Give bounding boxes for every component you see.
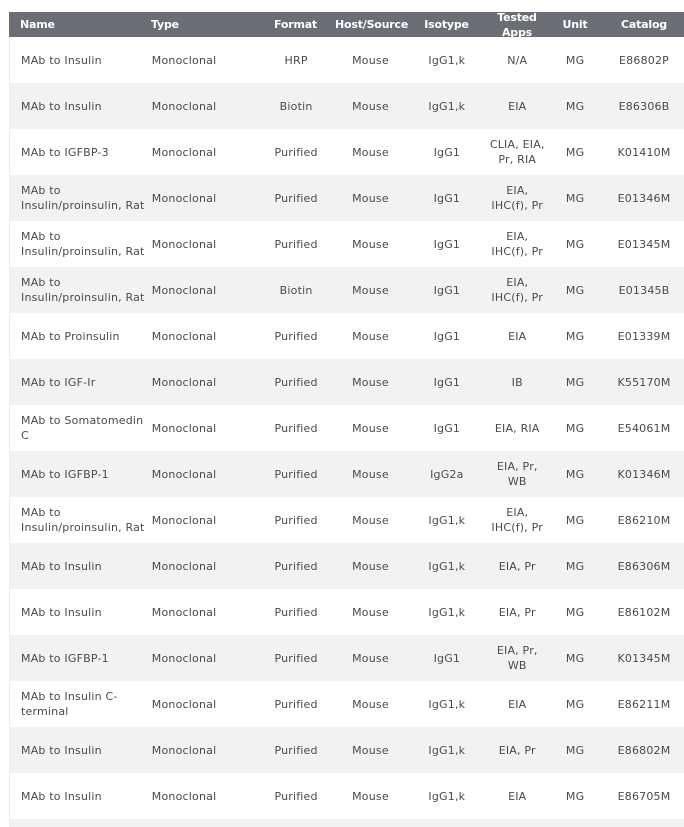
cell-name[interactable]: MAb to Insulin (21, 53, 102, 67)
table-row[interactable] (9, 267, 684, 313)
cell-name[interactable]: MAb to Proinsulin (21, 329, 120, 343)
cell-name[interactable]: MAb to Insulin C-terminal (21, 690, 118, 718)
cell-format: Purified (274, 467, 318, 481)
cell-catalog[interactable]: E01346M (617, 191, 671, 205)
table-row[interactable] (9, 129, 684, 175)
cell-host-source: Mouse (352, 743, 389, 757)
cell-format: Purified (274, 743, 318, 757)
cell-catalog[interactable]: E86802M (617, 743, 671, 757)
cell-host-source: Mouse (352, 53, 389, 67)
table-row[interactable] (9, 589, 684, 635)
cell-host-source: Mouse (352, 375, 389, 389)
cell-tested-apps: EIA, Pr (498, 743, 536, 757)
cell-unit: MG (565, 145, 585, 159)
cell-catalog[interactable]: E54061M (617, 421, 671, 435)
cell-catalog[interactable]: K01345M (617, 651, 671, 665)
cell-isotype: IgG1,k (428, 99, 466, 113)
table-row[interactable] (9, 83, 684, 129)
cell-isotype: IgG1,k (428, 789, 466, 803)
cell-host-source: Mouse (352, 99, 389, 113)
cell-unit: MG (565, 329, 585, 343)
cell-unit: MG (565, 53, 585, 67)
header-unit[interactable]: Unit (562, 18, 588, 31)
cell-catalog[interactable]: E86102M (617, 605, 671, 619)
cell-host-source: Mouse (352, 605, 389, 619)
cell-name[interactable]: MAb to Insulin/proinsulin, Rat (21, 184, 145, 212)
cell-host-source: Mouse (352, 421, 389, 435)
cell-host-source: Mouse (352, 651, 389, 665)
cell-isotype: IgG1,k (428, 513, 466, 527)
cell-name[interactable]: MAb to Insulin (21, 605, 102, 619)
cell-tested-apps: EIA, IHC(f), Pr (491, 276, 544, 304)
cell-format: Biotin (279, 99, 313, 113)
cell-unit: MG (565, 237, 585, 251)
cell-tested-apps: EIA (508, 99, 527, 113)
cell-name[interactable]: MAb to Insulin (21, 789, 102, 803)
header-host-source[interactable]: Host/Source (335, 18, 409, 31)
table-row[interactable] (9, 313, 684, 359)
cell-name[interactable]: MAb to Insulin (21, 99, 102, 113)
cell-host-source: Mouse (352, 145, 389, 159)
cell-tested-apps: EIA (508, 697, 527, 711)
cell-catalog[interactable]: E86210M (617, 513, 671, 527)
cell-type: Monoclonal (151, 651, 217, 665)
cell-unit: MG (565, 605, 585, 619)
cell-name[interactable]: MAb to IGFBP-1 (21, 467, 109, 481)
table-row-partial (9, 819, 684, 827)
table-row[interactable] (9, 359, 684, 405)
table-row[interactable] (9, 221, 684, 267)
cell-format: Purified (274, 329, 318, 343)
cell-name[interactable]: MAb to Somatomedin C (21, 414, 144, 442)
cell-name[interactable]: MAb to Insulin/proinsulin, Rat (21, 276, 145, 304)
cell-catalog[interactable]: E01345M (617, 237, 671, 251)
cell-unit: MG (565, 99, 585, 113)
cell-type: Monoclonal (151, 375, 217, 389)
header-tested-apps[interactable]: Tested Apps (497, 10, 537, 39)
table-header-row (9, 12, 684, 37)
cell-name[interactable]: MAb to Insulin (21, 743, 102, 757)
cell-isotype: IgG1 (433, 329, 461, 343)
table-row[interactable] (9, 635, 684, 681)
cell-format: HRP (284, 53, 308, 67)
cell-type: Monoclonal (151, 559, 217, 573)
table-row[interactable] (9, 497, 684, 543)
cell-tested-apps: EIA, RIA (494, 421, 540, 435)
cell-host-source: Mouse (352, 697, 389, 711)
cell-type: Monoclonal (151, 329, 217, 343)
cell-isotype: IgG1 (433, 421, 461, 435)
cell-catalog[interactable]: E01345B (618, 283, 670, 297)
cell-isotype: IgG1,k (428, 559, 466, 573)
cell-name[interactable]: MAb to Insulin/proinsulin, Rat (21, 506, 145, 534)
cell-name[interactable]: MAb to IGFBP-1 (21, 651, 109, 665)
cell-tested-apps: EIA, Pr, WB (496, 644, 538, 672)
cell-isotype: IgG1 (433, 191, 461, 205)
cell-isotype: IgG1 (433, 145, 461, 159)
cell-catalog[interactable]: E86306B (618, 99, 670, 113)
cell-name[interactable]: MAb to IGFBP-3 (21, 145, 109, 159)
table-row[interactable] (9, 681, 684, 727)
cell-tested-apps: EIA, Pr (498, 559, 536, 573)
cell-tested-apps: EIA, Pr, WB (496, 460, 538, 488)
cell-tested-apps: N/A (507, 53, 528, 67)
cell-unit: MG (565, 697, 585, 711)
table-row[interactable] (9, 37, 684, 83)
cell-type: Monoclonal (151, 53, 217, 67)
table-row[interactable] (9, 773, 684, 819)
cell-catalog[interactable]: E86802P (619, 53, 670, 67)
cell-host-source: Mouse (352, 513, 389, 527)
cell-unit: MG (565, 467, 585, 481)
table-row[interactable] (9, 405, 684, 451)
cell-host-source: Mouse (352, 467, 389, 481)
cell-tested-apps: EIA (508, 329, 527, 343)
cell-unit: MG (565, 513, 585, 527)
cell-unit: MG (565, 421, 585, 435)
cell-host-source: Mouse (352, 283, 389, 297)
cell-host-source: Mouse (352, 237, 389, 251)
cell-name[interactable]: MAb to Insulin/proinsulin, Rat (21, 230, 145, 258)
cell-format: Purified (274, 375, 318, 389)
cell-tested-apps: IB (511, 375, 523, 389)
cell-unit: MG (565, 651, 585, 665)
cell-host-source: Mouse (352, 329, 389, 343)
cell-format: Purified (274, 191, 318, 205)
cell-type: Monoclonal (151, 513, 217, 527)
cell-host-source: Mouse (352, 559, 389, 573)
cell-unit: MG (565, 375, 585, 389)
cell-format: Purified (274, 237, 318, 251)
antibody-table (9, 12, 684, 819)
cell-type: Monoclonal (151, 237, 217, 251)
cell-type: Monoclonal (151, 99, 217, 113)
cell-catalog[interactable]: K55170M (617, 375, 671, 389)
cell-format: Purified (274, 605, 318, 619)
cell-catalog[interactable]: K01346M (617, 467, 671, 481)
cell-format: Purified (274, 421, 318, 435)
cell-tested-apps: CLIA, EIA, Pr, RIA (489, 138, 545, 166)
cell-catalog[interactable]: E01339M (617, 329, 671, 343)
cell-type: Monoclonal (151, 145, 217, 159)
cell-isotype: IgG2a (430, 467, 464, 481)
cell-tested-apps: EIA, IHC(f), Pr (491, 506, 544, 534)
cell-tested-apps: EIA, Pr (498, 605, 536, 619)
cell-tested-apps: EIA, IHC(f), Pr (491, 184, 544, 212)
cell-catalog[interactable]: K01410M (617, 145, 671, 159)
header-catalog[interactable]: Catalog (621, 18, 667, 31)
cell-isotype: IgG1,k (428, 605, 466, 619)
cell-unit: MG (565, 283, 585, 297)
cell-host-source: Mouse (352, 191, 389, 205)
cell-format: Purified (274, 559, 318, 573)
cell-unit: MG (565, 191, 585, 205)
cell-isotype: IgG1 (433, 375, 461, 389)
header-name[interactable]: Name (20, 18, 55, 31)
cell-tested-apps: EIA (508, 789, 527, 803)
table-row[interactable] (9, 727, 684, 773)
cell-unit: MG (565, 559, 585, 573)
cell-type: Monoclonal (151, 283, 217, 297)
cell-format: Biotin (279, 283, 313, 297)
cell-unit: MG (565, 743, 585, 757)
cell-catalog[interactable]: E86306M (617, 559, 671, 573)
cell-isotype: IgG1 (433, 283, 461, 297)
cell-name[interactable]: MAb to Insulin (21, 559, 102, 573)
cell-type: Monoclonal (151, 605, 217, 619)
cell-catalog[interactable]: E86211M (617, 697, 671, 711)
cell-type: Monoclonal (151, 789, 217, 803)
cell-type: Monoclonal (151, 421, 217, 435)
header-isotype[interactable]: Isotype (424, 18, 469, 31)
cell-type: Monoclonal (151, 697, 217, 711)
table-row[interactable] (9, 175, 684, 221)
table-row[interactable] (9, 543, 684, 589)
table-row[interactable] (9, 451, 684, 497)
cell-type: Monoclonal (151, 191, 217, 205)
cell-format: Purified (274, 651, 318, 665)
cell-isotype: IgG1,k (428, 53, 466, 67)
cell-type: Monoclonal (151, 743, 217, 757)
header-type[interactable]: Type (151, 18, 179, 31)
cell-name[interactable]: MAb to IGF-Ir (21, 375, 96, 389)
table-body (9, 37, 684, 819)
cell-catalog[interactable]: E86705M (617, 789, 671, 803)
cell-isotype: IgG1 (433, 651, 461, 665)
cell-type: Monoclonal (151, 467, 217, 481)
cell-isotype: IgG1,k (428, 743, 466, 757)
cell-format: Purified (274, 789, 318, 803)
header-format[interactable]: Format (274, 18, 317, 31)
cell-tested-apps: EIA, IHC(f), Pr (491, 230, 544, 258)
cell-host-source: Mouse (352, 789, 389, 803)
cell-unit: MG (565, 789, 585, 803)
cell-isotype: IgG1 (433, 237, 461, 251)
cell-format: Purified (274, 513, 318, 527)
cell-isotype: IgG1,k (428, 697, 466, 711)
cell-format: Purified (274, 145, 318, 159)
cell-format: Purified (274, 697, 318, 711)
